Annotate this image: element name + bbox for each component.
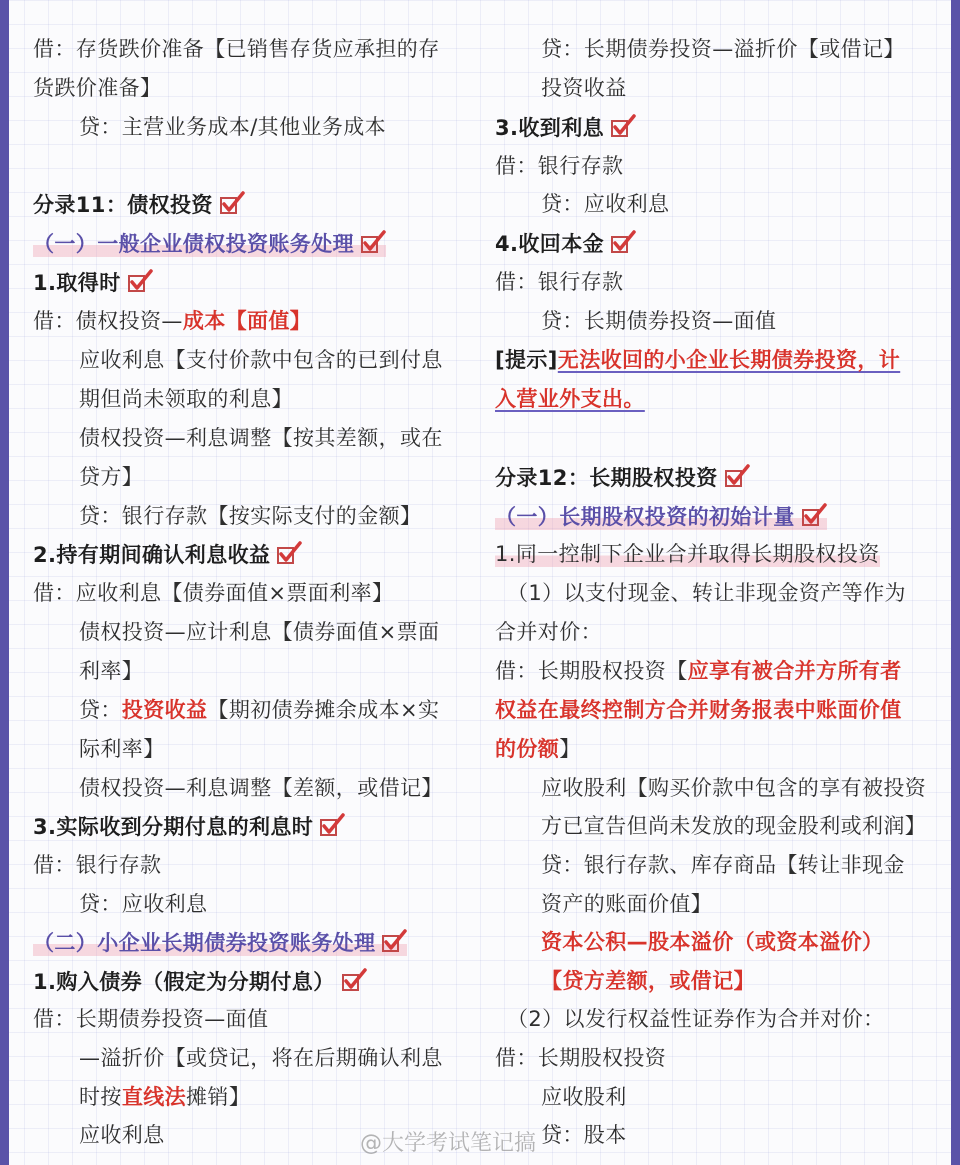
text-line: 应收利息【支付价款中包含的已到付息	[79, 348, 443, 372]
text-line: 借：长期债券投资—面值	[33, 1007, 269, 1031]
check-icon	[610, 230, 636, 254]
emphasis-text: 投资收益	[121, 698, 208, 722]
emphasis-line: 资本公积—股本溢价（或资本溢价）	[541, 930, 884, 954]
text-line: 借：银行存款	[495, 154, 624, 178]
item-heading	[33, 968, 367, 995]
text-line: 借：银行存款	[33, 853, 162, 877]
text-line: 贷：银行存款、库存商品【转让非现金	[541, 853, 905, 877]
check-icon	[724, 464, 750, 488]
item-heading	[33, 813, 345, 840]
heading-text: 4.收回本金	[495, 232, 604, 256]
text-line: 方已宣告但尚未发放的现金股利或利润】	[541, 814, 927, 838]
text-line: 投资收益	[541, 76, 627, 100]
item-heading	[33, 269, 153, 296]
item-heading	[33, 541, 302, 568]
text-line: 期但尚未领取的利息】	[79, 387, 293, 411]
text-line: 债权投资—利息调整【按其差额，或在	[79, 426, 443, 450]
watermark: @大学考试笔记搞	[360, 1131, 537, 1156]
section-heading-12	[495, 464, 750, 491]
heading-text: 1.购入债券（假定为分期付息）	[33, 970, 335, 994]
heading-text: 分录12：长期股权投资	[495, 466, 718, 490]
heading-text: （一）长期股权投资的初始计量	[495, 505, 795, 529]
emphasis-line: 【贷方差额，或借记】	[541, 969, 755, 993]
text-line: 应收利息	[79, 1123, 165, 1147]
text-part: 【期初债券摊余成本×实	[207, 698, 440, 722]
check-icon	[360, 230, 386, 254]
heading-text: 3.收到利息	[495, 116, 604, 140]
check-icon	[381, 929, 407, 953]
right-column	[495, 0, 935, 1165]
hint-label: [提示]	[495, 348, 558, 372]
heading-text: 1.取得时	[33, 271, 121, 295]
check-icon	[319, 813, 345, 837]
hint-line	[495, 347, 900, 373]
text-line: 借：长期股权投资	[495, 1046, 667, 1070]
left-border	[0, 0, 9, 1165]
text-line: 借：应收利息【债券面值×票面利率】	[33, 581, 394, 605]
text-line: 贷方】	[79, 465, 144, 489]
check-icon	[610, 114, 636, 138]
section-heading-11	[33, 191, 245, 218]
text-line	[79, 1084, 250, 1110]
emphasis-text: 成本【面值】	[182, 309, 312, 333]
text-line: 应收股利	[541, 1085, 627, 1109]
heading-text: （一）一般企业债权投资账务处理	[33, 232, 354, 256]
text-line: 合并对价：	[495, 620, 602, 644]
check-icon	[801, 503, 827, 527]
heading-text: 3.实际收到分期付息的利息时	[33, 815, 314, 839]
text-line	[495, 736, 581, 762]
text-line	[33, 308, 311, 334]
text-line	[495, 658, 902, 684]
text-part: 时按	[79, 1085, 122, 1109]
check-icon	[219, 191, 245, 215]
right-border	[951, 0, 960, 1165]
heading-text: 2.持有期间确认利息收益	[33, 543, 271, 567]
text-line: 际利率】	[79, 737, 165, 761]
text-line: 借：存货跌价准备【已销售存货应承担的存	[33, 37, 440, 61]
text-line: 贷：主营业务成本/其他业务成本	[79, 115, 387, 139]
hint-line	[495, 386, 645, 412]
text-line: 贷：银行存款【按实际支付的金额】	[79, 504, 422, 528]
emphasis-text: 的份额	[495, 737, 560, 761]
emphasis-line: 权益在最终控制方合并财务报表中账面价值	[495, 698, 902, 722]
text-part: 】	[559, 737, 581, 761]
check-icon	[127, 269, 153, 293]
text-line: 贷：应收利息	[79, 892, 208, 916]
text-line: 债权投资—应计利息【债券面值×票面	[79, 620, 440, 644]
heading-text: （二）小企业长期债券投资账务处理	[33, 931, 376, 955]
emphasis-text: 直线法	[121, 1085, 187, 1109]
text-line: 借：银行存款	[495, 270, 624, 294]
text-line: 货跌价准备】	[33, 76, 162, 100]
emphasis-text: 应享有被合并方所有者	[687, 659, 902, 683]
text-line: —溢折价【或贷记，将在后期确认利息	[79, 1046, 443, 1070]
subsection-heading	[33, 929, 407, 956]
item-heading: 1.同一控制下企业合并取得长期股权投资	[495, 542, 880, 566]
item-heading	[495, 230, 636, 257]
text-line: 贷：长期债券投资—溢折价【或借记】	[541, 37, 905, 61]
text-line: 贷：应收利息	[541, 192, 670, 216]
check-icon	[341, 968, 367, 992]
text-line: 贷：长期债券投资—面值	[541, 309, 777, 333]
text-part: 摊销】	[186, 1085, 251, 1109]
heading-text: 分录11：债权投资	[33, 193, 213, 217]
item-heading	[495, 114, 636, 141]
text-part: 借：债权投资—	[33, 309, 183, 333]
text-line: 贷：股本	[541, 1123, 627, 1147]
text-line: （1）以支付现金、转让非现金资产等作为	[507, 581, 906, 605]
text-part: 贷：	[79, 698, 122, 722]
text-part: 借：长期股权投资【	[495, 659, 688, 683]
text-line: （2）以发行权益性证券作为合并对价：	[507, 1007, 885, 1031]
check-icon	[276, 541, 302, 565]
text-line: 资产的账面价值】	[541, 892, 713, 916]
subsection-heading	[495, 503, 827, 530]
text-line: 利率】	[79, 659, 144, 683]
text-line: 债权投资—利息调整【差额，或借记】	[79, 776, 443, 800]
left-column	[33, 0, 473, 1165]
subsection-heading	[33, 230, 386, 257]
hint-text: 入营业外支出。	[495, 387, 645, 411]
text-line: 应收股利【购买价款中包含的享有被投资	[541, 776, 927, 800]
hint-text: 无法收回的小企业长期债券投资，计	[557, 348, 901, 372]
text-line	[79, 697, 439, 723]
